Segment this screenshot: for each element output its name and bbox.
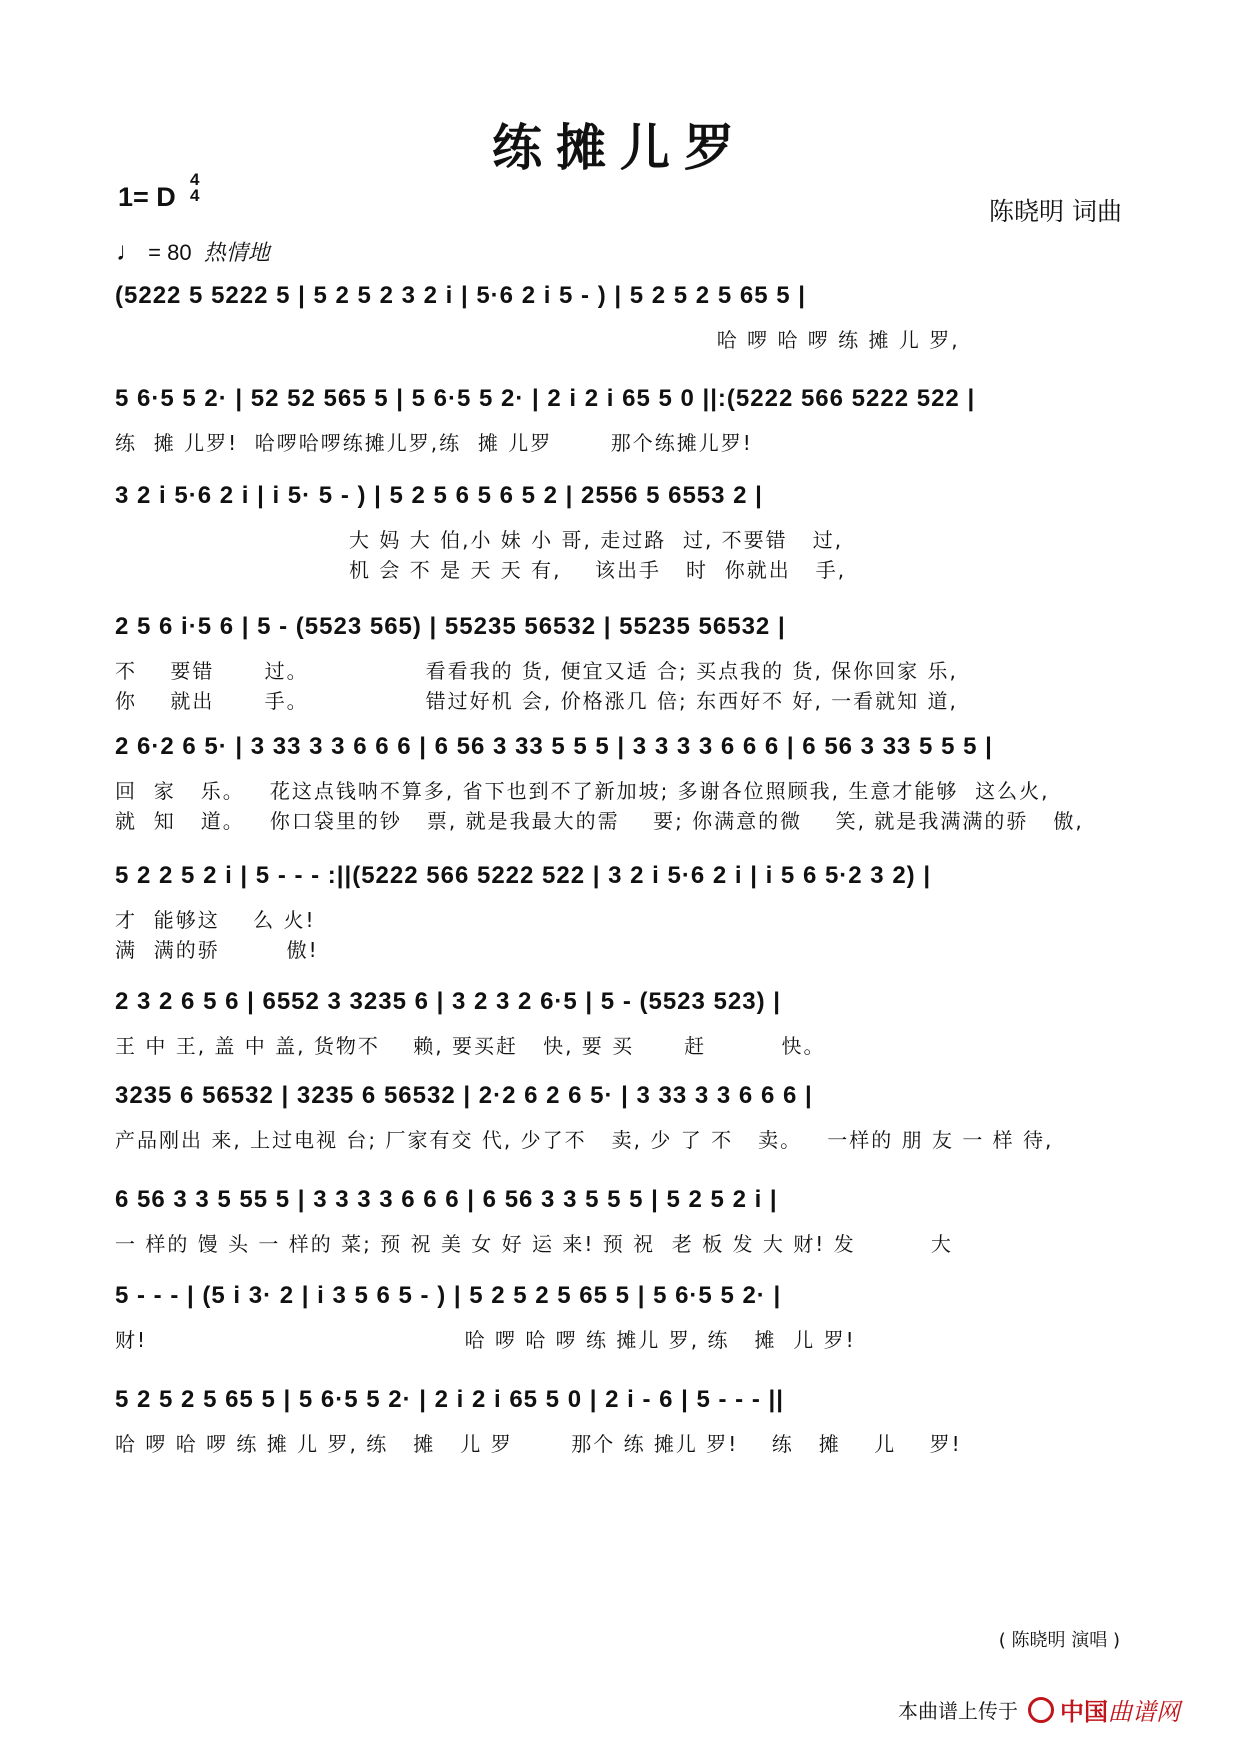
time-signature-top: 4 <box>190 170 200 189</box>
score-system <box>115 733 1127 835</box>
score-system <box>115 862 1127 964</box>
notes-line: 3235 6 56532 | 3235 6 56532 | 2·2 6 2 6 5· | 3 33 3 3 6 6 6 | <box>115 1082 813 1109</box>
lyrics-line: 回 家 乐。 花这点钱呐不算多, 省下也到不了新加坡; 多谢各位照顾我, 生意才能够 这么火, <box>115 779 1050 803</box>
singer-credit: ( 陈晓明 演唱 ) <box>998 1630 1120 1651</box>
time-signature-bottom: 4 <box>190 186 200 205</box>
lyrics-line: 王 中 王, 盖 中 盖, 货物不 赖, 要买赶 快, 要 买 赶 快。 <box>115 1034 826 1058</box>
score-system <box>115 385 1127 457</box>
key-signature: 1= D <box>118 182 176 212</box>
time-signature <box>190 172 199 204</box>
score-system <box>115 988 1127 1060</box>
lyrics-line: 就 知 道。 你口袋里的钞 票, 就是我最大的需 要; 你满意的微 笑, 就是我满满的骄 傲, <box>115 809 1084 833</box>
lyrics-line: 大 妈 大 伯,小 妹 小 哥, 走过路 过, 不要错 过, <box>115 528 844 552</box>
quarter-note-icon: ♩ <box>116 236 142 266</box>
lyrics-line: 满 满的骄 傲! <box>115 938 319 962</box>
notes-line: 5 6·5 5 2· | 52 52 565 5 | 5 6·5 5 2· | 2 i 2 i 65 5 0 ||:(5222 566 5222 522 | <box>115 385 976 412</box>
notes-line: 2 6·2 6 5· | 3 33 3 3 6 6 6 | 6 56 3 33 5 5 5 | 3 3 3 3 6 6 6 | 6 56 3 33 5 5 5 | <box>115 733 993 760</box>
lyrics-line: 练 摊 儿罗! 哈啰哈啰练摊儿罗,练 摊 儿罗 那个练摊儿罗! <box>115 431 753 455</box>
score-system <box>115 482 1127 584</box>
lyrics-line: 你 就出 手。 错过好机 会, 价格涨几 倍; 东西好不 好, 一看就知 道, <box>115 689 958 713</box>
score-system <box>115 1082 1127 1154</box>
notes-line: 2 5 6 i·5 6 | 5 - (5523 565) | 55235 56532 | 55235 56532 | <box>115 613 786 640</box>
score-system <box>115 613 1127 715</box>
lyrics-line: 一 样的 馒 头 一 样的 菜; 预 祝 美 女 好 运 来! 预 祝 老 板 发 大 财! 发 大 <box>115 1232 953 1256</box>
footer-site-b: 曲谱网 <box>1108 1698 1180 1726</box>
footer-watermark <box>898 1692 1180 1727</box>
notes-line: 5 - - - | (5 i 3· 2 | i 3 5 6 5 - ) | 5 2 5 2 5 65 5 | 5 6·5 5 2· | <box>115 1282 782 1309</box>
score-system <box>115 1282 1127 1354</box>
lyrics-line: 财! 哈 啰 哈 啰 练 摊儿 罗, 练 摊 儿 罗! <box>115 1328 856 1352</box>
score-title: 练摊儿罗 <box>492 118 748 177</box>
lyrics-line: 机 会 不 是 天 天 有, 该出手 时 你就出 手, <box>115 558 847 582</box>
tempo-value: = 80 <box>148 240 192 265</box>
notes-line: 3 2 i 5·6 2 i | i 5· 5 - ) | 5 2 5 6 5 6 5 2 | 2556 5 6553 2 | <box>115 482 763 509</box>
lyrics-line: 才 能够这 么 火! <box>115 908 316 932</box>
lyrics-line: 产品刚出 来, 上过电视 台; 厂家有交 代, 少了不 卖, 少 了 不 卖。 一样的 朋 友 一 样 待, <box>115 1128 1054 1152</box>
lyrics-line: 哈 啰 哈 啰 练 摊 儿 罗, <box>115 328 960 352</box>
lyrics-line: 哈 啰 哈 啰 练 摊 儿 罗, 练 摊 儿 罗 那个 练 摊儿 罗! 练 摊 儿 罗! <box>115 1432 962 1456</box>
footer-prefix: 本曲谱上传于 <box>898 1699 1018 1723</box>
notes-line: 5 2 2 5 2 i | 5 - - - :||(5222 566 5222 522 | 3 2 i 5·6 2 i | i 5 6 5·2 3 2) | <box>115 862 932 889</box>
footer-site-a: 中国 <box>1060 1698 1108 1726</box>
expression-marking: 热情地 <box>203 240 270 265</box>
score-system <box>115 282 1127 354</box>
score-system <box>115 1186 1127 1258</box>
lyrics-line: 不 要错 过。 看看我的 货, 便宜又适 合; 买点我的 货, 保你回家 乐, <box>115 659 958 683</box>
notes-line: 6 56 3 3 5 55 5 | 3 3 3 3 6 6 6 | 6 56 3 3 5 5 5 | 5 2 5 2 i | <box>115 1186 778 1213</box>
notes-line: 2 3 2 6 5 6 | 6552 3 3235 6 | 3 2 3 2 6·5 | 5 - (5523 523) | <box>115 988 781 1015</box>
tempo-marking <box>116 236 270 267</box>
site-logo-icon <box>1028 1697 1054 1723</box>
notes-line: (5222 5 5222 5 | 5 2 5 2 3 2 i | 5·6 2 i 5 - ) | 5 2 5 2 5 65 5 | <box>115 282 806 309</box>
score-system <box>115 1386 1127 1458</box>
notes-line: 5 2 5 2 5 65 5 | 5 6·5 5 2· | 2 i 2 i 65 5 0 | 2 i - 6 | 5 - - - || <box>115 1386 784 1413</box>
composer-credit: 陈晓明 词曲 <box>989 197 1122 226</box>
